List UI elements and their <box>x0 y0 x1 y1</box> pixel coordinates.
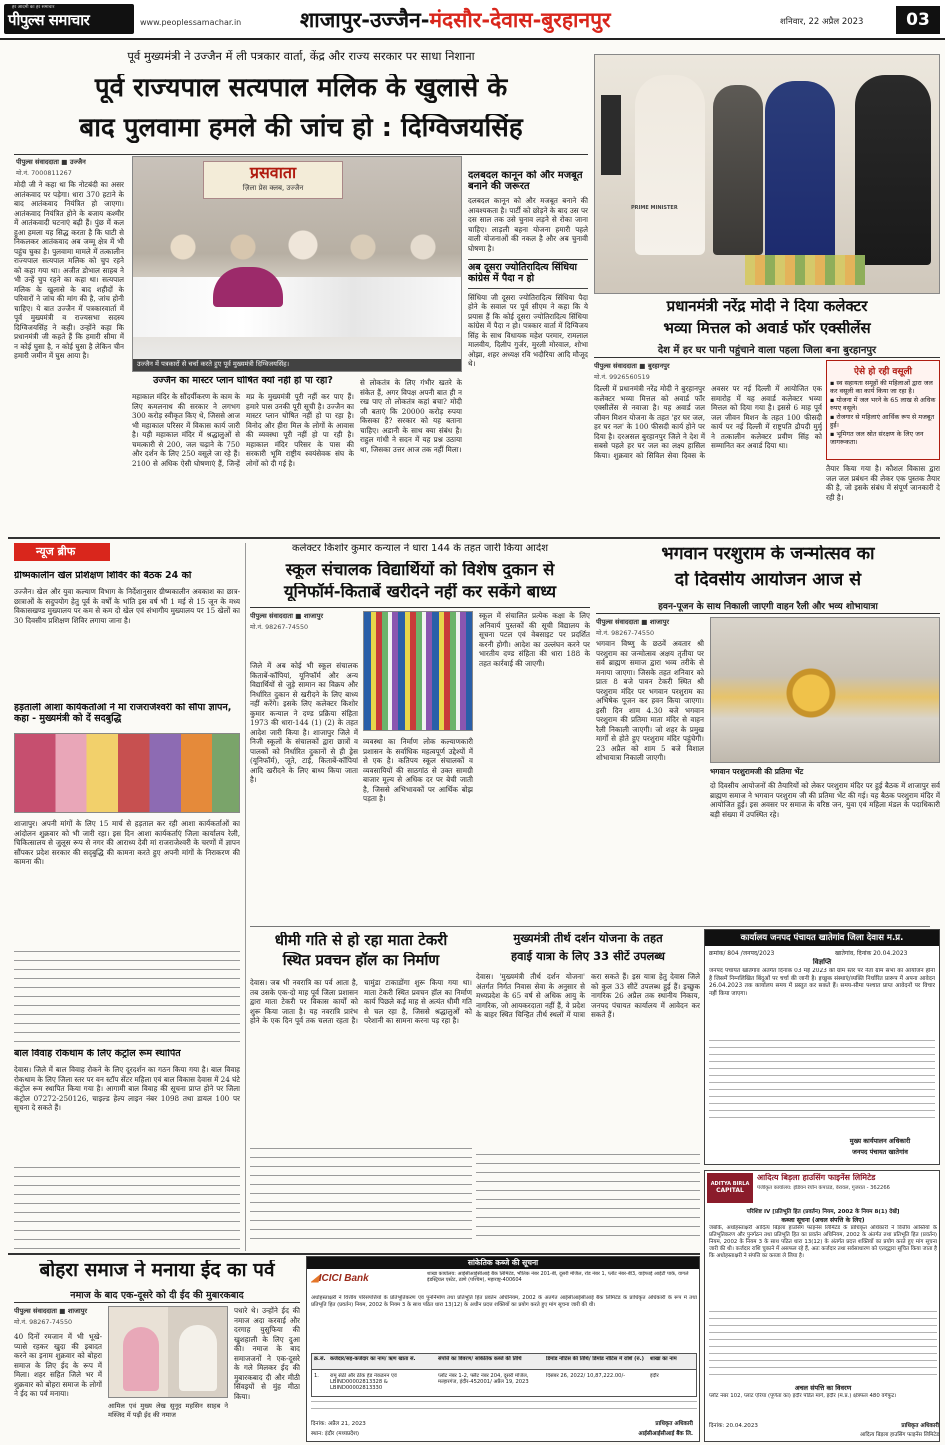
school-headline-2: यूनिफॉर्म-किताबें खरीदने नहीं कर सकेंगे बाध्य <box>283 583 557 601</box>
sidebox-item: ▪ योजना में जल भरने के 65 लाख से अधिक रुपए वसूले। <box>830 396 936 412</box>
brand-tagline: हर आदमी का हर समाचार <box>12 5 55 10</box>
brief-label-text: न्यूज ब्रीफ <box>36 545 76 558</box>
lead-quote-body: सिंधिया जी दूसरा ज्योतिरादित्य सिंधिया पैदा होने के सवाल पर पूर्व सीएम ने कहा कि ये प्रयास हैं कि कोई दूसरा ज्योतिरादित्य सिंधिया कांग्रेस में पैदा न हो। पत्रकार वार्ता में दिग्विजय सिंह के साथ विधायक महेश परमार, रामलाल मालवीय, दिलीप गुर्जर, मुरली मोरवाल, शोभा ओझा, शहर अध्यक्ष रवि भदौरिया आदि मौजूद थे। <box>468 292 588 369</box>
table-cell: 1. <box>314 1373 319 1379</box>
tekri-story <box>250 928 472 1250</box>
lead-subhead-2: दलबदल कानून को और मजबूत बनाने की जरूरत <box>468 170 583 193</box>
notice-icici-address: शाखा कार्यालय: आईसीआईसीआई बैंक लिमिटेड, भौतिक नंबर 201-बी, दूसरी मंजिल, रोड नंबर 1, प्लॉट नंबर-बी3, वाईफाई आईटी पार्क, वागले इंडस्ट्रियल एस्टेट, ठाणे (पश्चिम), महाराष्ट्र-400604 <box>427 1271 689 1284</box>
section-main: शाजापुर-उज्जैन- <box>300 8 430 32</box>
bohra-photo <box>108 1306 228 1398</box>
notice-icici-title: सांकेतिक कब्जे की सूचना <box>307 1257 699 1269</box>
lead-subhead-1: उज्जैन का मास्टर प्लान घोषित क्यों नहीं हो पा रहा? <box>153 376 333 386</box>
bohra-mobile: मो.नं. 98267-74550 <box>14 1318 73 1326</box>
notice-icici-place: स्थान: इंदौर (मध्यप्रदेश) <box>311 1431 360 1437</box>
bohra-body: 40 दिनों रमजान में भी भूखे-प्यासे रहकर खुदा की इबादत करने का इनाम शुक्रवार को बोहरा समाज के लिए ईद के रूप में मिला। शहर सहित जिले भर में शुक्रवार को बोहरा समाज के लोगों ने ईद का पर्व मनाया। <box>14 1332 102 1398</box>
school-body-1: जिले में अब कोई भी स्कूल संचालक किताबें-कॉपियां, यूनिफॉर्म और अन्य विद्यार्थियों से जुड़े सामान का विक्रय और निर्धारित दुकान से खरीदने के लिए बाध्य नहीं करेंगे। इसके लिए कलेक्टर किशोर कुमार कन्याल ने दण्ड प्रक्रिया संहिता 1973 की धारा-144 (1) (2) के तहत आदेश जारी किया है। शाजापुर जिले में निजी स्कूलों के संचालकों द्वारा छात्रों व पालकों को निर्धारित दुकानों से ही ड्रेस (यूनिफॉर्म), जूते, टाई, किताबें-कॉपियां आदि खरीदने के लिए बाध्य किया जाता है। <box>250 661 358 784</box>
lead-quote: अब दूसरा ज्योतिरादित्य सिंधिया कांग्रेस में पैदा न हो <box>468 259 588 288</box>
issue-date: शनिवार, 22 अप्रैल 2023 <box>780 17 864 27</box>
parshuram-story <box>596 541 940 925</box>
parshuram-headline-2: दो दिवसीय आयोजन आज से <box>674 571 862 590</box>
brief-headline-3: बाल विवाह रोकथाम के लिए कंट्रोल रूम स्थापित <box>14 1049 181 1059</box>
parshuram-photo <box>710 617 940 763</box>
table-row <box>312 1371 696 1397</box>
brief-headline-2: हड़ताली आशा कार्यकर्ताओं ने मां राजराजेश्वरी को सौंपा ज्ञापन, कहा - मुख्यमंत्री को दें सदबुद्धि <box>14 703 232 724</box>
notice-aditya-title: आदित्य बिड़ला हाउसिंग फाइनेंस लिमिटेड <box>757 1173 876 1182</box>
notice-aditya-sign: प्राधिकृत अधिकारी <box>901 1423 939 1429</box>
lead-body-col3: से लोकतंत्र के लिए गंभीर खतरे के संकेत हैं, अगर विपक्ष अपनी बात ही न रख पाए तो लोकतंत्र कहां बचा? मोदी जी बताएं कि 20000 करोड़ रुपया किसका है? सरकार को यह बताना चाहिए। अडानी के साथ क्या संबंध है। राहुल गांधी ने सदन में यह प्रश्न उठाया था, जिसका उत्तर आज तक नहीं मिला। <box>360 378 462 454</box>
lead-photo <box>132 156 462 372</box>
brief-body-3: देवास। जिले में बाल विवाह रोकने के लिए दूरदर्शन का गठन किया गया है। बाल विवाह रोकथाम के लिए जिला स्तर पर वन स्टॉप सेंटर महिला एवं बाल विकास देवास में 24 घंटे कंट्रोल रूम स्थापित किया गया है। आगामी बाल विवाह की सूचना प्राप्त होने पर जिला कंट्रोल 07272-250126, चाइल्ड हेल्प लाइन नंबर 1098 तथा डायल 100 पर सूचना दे सकते हैं। <box>14 1065 240 1112</box>
bohra-story <box>14 1256 300 1442</box>
logo-bottom-text: CAPITAL <box>716 1187 744 1194</box>
school-photo <box>363 611 473 731</box>
aditya-birla-logo <box>707 1173 753 1203</box>
lead-story <box>14 44 588 534</box>
press-banner <box>203 161 343 199</box>
notice-janpad-title: कार्यालय जनपद पंचायत खातेगांव जिला देवास म.प्र. <box>705 930 939 946</box>
notice-aditya-sign-2: आदित्य बिड़ला हाउसिंग फाइनेंस लिमिटेड <box>859 1432 939 1438</box>
lead-photo-caption: उज्जैन में पत्रकारों से चर्चा करते हुए पूर्व मुख्यमंत्री दिग्विजयसिंह। <box>133 359 461 371</box>
lead-mobile: मो.नं. 7000811267 <box>16 169 72 177</box>
bohra-byline: पीपुल्स संवाददाता ■ शाजापुर <box>14 1307 88 1315</box>
table-cell: दिसंबर 26, 2022/ 10,87,222.00/- <box>546 1373 626 1379</box>
table-header: संपत्ति का विवरण/ सांकेतिक कब्जे की तिथि <box>438 1356 522 1362</box>
modi-byline: पीपुल्स संवाददाता ■ बुरहानपुर <box>594 362 670 370</box>
sidebox-title: ऐसे हो रही वसूली <box>854 367 912 377</box>
yatra-body: देवास। 'मुख्यमंत्री तीर्थ दर्शन योजना' अंतर्गत निर्गत निवास सेवा के अनुसार से मध्यप्रदेश के 65 वर्ष से अधिक आयु के नागरिक, जो आयकरदाता नहीं हैं, वे प्रदेश के बाहर स्थित चिन्हित तीर्थ स्थलों में यात्रा करा सकते हैं। इस यात्रा हेतु देवास जिले को कुल 33 सीटें उपलब्ध हुई हैं। इच्छुक नागरिक 26 अप्रैल तक स्थानीय निकाय, जनपद पंचायत कार्यालय में आवेदन कर सकते हैं। <box>476 972 700 1019</box>
sidebox-item: ▪ स्व सहायता समूहों की महिलाओं द्वारा जल कर वसूली का कार्य किया जा रहा है। <box>830 379 933 395</box>
notice-icici-table <box>311 1353 697 1397</box>
notice-aditya-address: पंजीकृत कार्यालय: इंडियन रेयॉन कंपाउंड, वेरावल, गुजरात - 362266 <box>757 1185 890 1191</box>
icici-logo <box>311 1273 377 1287</box>
sidebox-item-text: रोजगार से महिलाएं आर्थिक रूप से मजबूत हुईं। <box>830 413 935 429</box>
parshuram-body-2: दो दिवसीय आयोजनों की तैयारियों को लेकर परशुराम मंदिर पर हुई बैठक में शाजापुर सर्व ब्राह्मण समाज ने भगवान परशुराम जी की प्रतिमा भेंट की गई। यह बैठक परशुराम मंदिर में आयोजित हुई। इस अवसर पर समाज के वरिष्ठ जन, युवा एवं महिला मंडल के पदाधिकारी बड़ी संख्या में उपस्थित रहे। <box>710 781 940 819</box>
notice-aditya-appendix: परिशिष्ट IV [प्रतिभूति हित (प्रवर्तन) नियम, 2002 के नियम 8(1) देखें] <box>746 1209 900 1215</box>
parshuram-mobile: मो.नं. 98267-74550 <box>596 629 655 637</box>
bohra-headline: बोहरा समाज ने मनाया ईद का पर्व <box>39 1260 275 1281</box>
table-header: डिमांड नोटिस की तिथि/ डिमांड नोटिस में राशि (रु.) <box>546 1356 644 1362</box>
notice-aditya-birla <box>704 1170 940 1442</box>
notice-janpad-body: जनपद पंचायत खातेगांव अंतर्गत दिनांक 03 मई 2023 को ग्राम स्तर पर नेता ग्राम सभा का आयोजन होना है जिसमें निम्नलिखित बिंदुओं पर चर्चा की जानी है। इच्छुक संस्थाएं/व्यक्ति निर्धारित प्रारूप में अपना आवेदन 26.04.2023 तक कार्यालय समय में प्रस्तुत कर सकते हैं। समय-सीमा पश्चात प्राप्त आवेदनों पर विचार नहीं किया जाएगा। <box>709 968 935 997</box>
school-headline-1: स्कूल संचालक विद्यार्थियों को विशेष दुकान से <box>285 561 555 579</box>
modi-subhead: देश में हर घर पानी पहुंचाने वाला पहला जिला बना बुरहानपुर <box>657 345 877 356</box>
table-header: कर्जदार/सह-कर्जदार का नाम/ ऋण खाता सं. <box>330 1356 416 1362</box>
parshuram-headline-1: भगवान परशुराम के जन्मोत्सव का <box>661 545 875 564</box>
notice-icici-body: अधोहस्ताक्षरी ने वित्तीय परिसंपत्तियों के प्रतिभूतिकरण एवं पुनर्निर्माण तथा प्रतिभूति हित प्रवर्तन अधिनियम, 2002 के अंतर्गत आईसीआईसीआई बैंक लिमिटेड के प्राधिकृत अधिकारी के रूप में तथा प्रतिभूति हित (प्रवर्तन) नियम, 2002 के नियम 3 के साथ पठित धारा 13(12) के अधीन प्रदत्त शक्तियों का प्रयोग करते हुए मांग सूचना जारी की थी। <box>311 1295 697 1308</box>
brand-name: पीपुल्स समाचार <box>8 11 90 29</box>
bohra-body-2: पधारे थे। उन्होंने ईद की नमाज अदा करवाई और दरगाह युसुफिया की खुशहाली के लिए दुआ की। नमाज के बाद समाजजनों ने एक-दूसरे के गले मिलकर ईद की मुबारकबाद दी और मीठी सिंवइयों से मुंह मीठा किया। <box>234 1306 300 1401</box>
table-header-row <box>312 1354 696 1370</box>
asha-photo <box>14 733 240 813</box>
modi-photo <box>594 54 940 294</box>
masthead <box>0 0 945 40</box>
lead-headline-2: बाद पुलवामा हमले की जांच हो : दिग्विजयसिंह <box>79 114 523 143</box>
notice-aditya-body: जबकि, अधोहस्ताक्षरी आदित्य बिड़ला हाउसिंग फाइनेंस लिमिटेड के प्राधिकृत अधिकारी ने वित्तीय आस्तियों के प्रतिभूतिकरण और पुनर्गठन तथा प्रतिभूति हित का प्रवर्तन अधिनियम, 2002 के अंतर्गत तथा प्रतिभूति हित (प्रवर्तन) नियम, 2002 के नियम 3 के साथ पठित धारा 13(12) के अंतर्गत प्रदत्त शक्तियों का प्रयोग करते हुए मांग सूचना जारी की थी। कर्जदार राशि चुकाने में असफल रहे हैं, अतः कर्जदार तथा सर्वसाधारण को एतद्‌द्वारा सूचित किया जाता है कि अधोहस्ताक्षरी ने संपत्ति का कब्जा ले लिया है। <box>709 1225 937 1260</box>
sidebox-item-text: योजना में जल भरने के 65 लाख से अधिक रुपए वसूले। <box>830 396 936 412</box>
school-mobile: मो.नं. 98267-74550 <box>250 623 309 631</box>
sidebox-item-text: स्व सहायता समूहों की महिलाओं द्वारा जल कर वसूली का कार्य किया जा रहा है। <box>830 379 933 395</box>
notice-janpad-sign-2: जनपद पंचायत खातेगांव <box>852 1148 908 1156</box>
table-header: शाखा का नाम <box>650 1356 677 1362</box>
modi-mobile: मो.नं. 9926560519 <box>594 373 650 381</box>
lead-headline-1: पूर्व राज्यपाल सत्यपाल मलिक के खुलासे के <box>94 74 508 103</box>
section-red: मंदसौर-देवास-बुरहानपुर <box>429 8 611 32</box>
modi-body: दिल्ली में प्रधानमंत्री नरेंद्र मोदी ने बुरहानपुर कलेक्टर भव्या मित्तल को अवार्ड फॉर एक्सीलेंस से नवाजा है। यह अवार्ड जल जीवन मिशन योजना के तहत 'हर घर जल, हर घर नल' के 100 फीसदी कार्य होने पर दिया है। दरअसल बुरहानपुर जिले ने देश में सबसे पहले हर घर जल का लक्ष्य हासिल किया। शुक्रवार को सिविल सेवा दिवस के अवसर पर नई दिल्ली में आयोजित एक समारोह में यह अवार्ड कलेक्टर भव्या मित्तल को दिया गया है। इससे 6 माह पूर्व जल जीवन मिशन के तहत 100 फीसदी कार्य पर नई दिल्ली में राष्ट्रपति द्रौपदी मुर्मू ने तत्कालीन कलेक्टर प्रवीण सिंह को सम्मानित कर अवार्ड दिया था। <box>594 384 822 460</box>
logo-top-text: ADITYA BIRLA <box>710 1181 750 1187</box>
yatra-story <box>476 928 700 1250</box>
school-body-3: स्कूल में संचालित प्रत्येक कक्षा के लिए अनिवार्य पुस्तकों की सूची विद्यालय के सूचना पटल एवं वेबसाइट पर प्रदर्शित करनी होगी। आदेश का उल्लंघन करने पर भारतीय दण्ड संहिता की धारा 188 के तहत कार्रवाई की जाएगी। <box>479 611 590 668</box>
notice-aditya-subtitle: कब्जा सूचना (अचल संपत्ति के लिए) <box>781 1217 865 1224</box>
tekri-headline-1: धीमी गति से हो रहा माता टेकरी <box>274 932 448 949</box>
table-cell: इंदौर <box>650 1373 659 1379</box>
bohra-photo-caption: आमिल एवं मुख्य लेख सुनूद महसिन साहब ने मस्जिद में पढ़ी ईद की नमाज <box>108 1402 228 1419</box>
brief-body-2: शाजापुर। अपनी मांगों के लिए 15 मार्च से हड़ताल कर रही आशा कार्यकर्ताओं का आंदोलन शुक्रवार को भी जारी रहा। इस दिन आशा कार्यकर्ताएं जिला कार्यालय रेली, चिकित्सालय से जुलूस रूप से नगर की आराध्य देवी मां राजराजेश्वरी के चरणों में ज्ञापन सौंपकर प्रदेश सरकार की सद्‌बुद्धि की कामना करते हुए अपनी मांगों के निराकरण की कामना की। <box>14 819 240 866</box>
brief-headline-1: ग्रीष्मकालीन खेल प्रशिक्षण शिविर की बैठक 24 को <box>14 571 192 581</box>
tekri-body: देवास। जब भी नवरात्रि का पर्व आता है, तब उसके एक-दो माह पूर्व जिला प्रशासन द्वारा माता टेकरी पर विकास कार्यों को शुरू किया जाता है। यह नवरात्रि प्रारंभ होने के एक दिन पूर्व तक चलता रहता है। चामुंडा टाकाडोंगा शुरू किया गया था। माता टेकरी स्थित प्रवचन हॉल का निर्माण कार्य पिछले कई माह से अत्यंत धीमी गति से चल रहा है, जिससे श्रद्धालुओं को परेशानी का सामना करना पड़ रहा है। <box>250 978 472 1025</box>
photo-podium-label: PRIME MINISTER <box>631 205 678 211</box>
notice-janpad-ref: क्रमांक/ 804 /जनपद/2023 <box>709 950 775 957</box>
notice-janpad-sign-1: मुख्य कार्यपालन अधिकारी <box>849 1137 911 1145</box>
brand-logo <box>4 4 134 34</box>
notice-icici <box>306 1256 700 1442</box>
table-header: क्र.सं. <box>314 1356 326 1362</box>
icici-logo-text: ICICI Bank <box>318 1273 369 1284</box>
table-cell: रामू सेठी और ठीक हेड नेकडनन एवं LBIND00002813328 & LBIND00002813330 <box>330 1373 397 1392</box>
news-brief <box>14 543 240 1251</box>
modi-headline-2: भव्या मित्तल को अवार्ड फॉर एक्सीलेंस <box>663 320 871 337</box>
notice-aditya-property: प्लॉट नंबर 102, प्लाट एरिया (पूर्णता का) इंदौर पंडित मार्ग, इंदौर (म.प्र.) क्षेत्रफल 480 वर्गफुट। <box>709 1393 897 1399</box>
modi-body-tail: तैयार किया गया है। कौशल विकास द्वारा जल जल प्रबंधन की लेकर एक पुस्तक तैयार की है, जो इसके संबंध में संपूर्ण जानकारी दे रही है। <box>826 464 940 502</box>
modi-headline-1: प्रधानमंत्री नरेंद्र मोदी ने दिया कलेक्टर <box>666 298 868 315</box>
modi-sidebox <box>826 360 940 460</box>
tekri-headline-2: स्थित प्रवचन हॉल का निर्माण <box>282 952 440 969</box>
notice-aditya-property-title: अचल संपत्ति का विवरण <box>794 1384 852 1392</box>
notice-icici-date: दिनांक: अप्रैल 21, 2023 <box>311 1421 366 1427</box>
page-number-badge <box>896 6 940 34</box>
lead-col-right <box>468 170 588 530</box>
school-story <box>250 541 590 923</box>
lead-kicker: पूर्व मुख्यमंत्री ने उज्जैन में ली पत्रकार वार्ता, केंद्र और राज्य सरकार पर साधा निशाना <box>127 50 475 63</box>
school-byline: पीपुल्स संवाददाता ■ शाजापुर <box>250 612 324 620</box>
bohra-subhead: नमाज के बाद एक-दूसरे को दी ईद की मुबारकबाद <box>70 1290 244 1301</box>
section-title <box>300 5 720 35</box>
yatra-headline-1: मुख्यमंत्री तीर्थ दर्शन योजना के तहत <box>513 932 663 945</box>
notice-janpad-subtitle: विज्ञप्ति <box>812 958 832 966</box>
notice-icici-sign: प्राधिकृत अधिकारी <box>655 1421 693 1427</box>
parshuram-body: भगवान विष्णु के छठवें अवतार श्री परशुराम का जन्मोत्सव अक्षय तृतीया पर सर्व ब्राह्मण समाज द्वारा भव्य तरीके से मनाया जाएगा। जिसके तहत शनिवार को प्रातः 8 बजे पावन टेकरी स्थित श्री परशुराम मंदिर पर भगवान परशुराम का अभिषेक पूजन कर हवन किया जाएगा। इसी दिन शाम 4.30 बजे भगवान परशुराम की प्रतिमा माता मंदिर से वाहन रैली निकाली जाएगी। जो शहर के प्रमुख मार्गों से होते हुए परशुराम मंदिर पहुंचेगी। 23 अप्रैल को शाम 5 बजे विशाल शोभायात्रा निकाली जाएगी। <box>596 639 704 762</box>
notice-aditya-date: दिनांक: 20.04.2023 <box>709 1423 758 1429</box>
lead-subhead-2-body: दलबदल कानून को और मजबूत बनाने की आवश्यकता है। पार्टी को छोड़ने के बाद उस पर दस साल तक उसे चुनाव लड़ने से रोका जाना चाहिए। लाड़ली बहना योजना हमारी पहले वाली योजनाओं की नकल है और अब चुनावी घोषणा है। <box>468 196 588 253</box>
brief-body-1: उज्जैन। खेल और युवा कल्याण विभाग के निर्देशानुसार ग्रीष्मकालीन अवकाश का छात्र-छात्राओं के सदुपयोग हेतु पूर्व के वर्षों के भांति इस वर्ष भी 1 मई से 15 जून के मध्य विकासखण्ड मुख्यालय पर कम से कम दो खेल एवं संभागीय मुख्यालय पर 15 खेलों का 30 दिवसीय प्रशिक्षण शिविर लगाया जाना है। <box>14 587 240 625</box>
lead-body-col1: मोदी जी ने कहा था कि नोटबंदी का असर आतंकवाद पर पड़ेगा। धारा 370 हटाने के बाद आतंकवाद नियंत्रित हो जाएगा। आतंकवाद नियंत्रित होने के बजाय कश्मीर में आतंकवादी घटनाएं बढ़ी हैं। पुंछ में कल हुआ हमला यह सिद्ध करता है कि घाटी से निकलकर आतंकवाद अब जम्मू क्षेत्र में भी पहुंच चुका है। पुलवामा मामले में तत्कालीन राज्यपाल सत्यपाल मलिक को चुप रहने को कहा गया था। अजीत डोभाल साहब ने भी उन्हें चुप रहने का कहा था। सत्यपाल मलिक के खुलासे के बाद शहीदों के परिवारों ने जांच की मांग की है, जांच होनी चाहिए। ये बात उज्जैन में पत्रकारवार्ता में पूर्व मुख्यमंत्री व राज्यसभा सदस्य दिग्विजयसिंह ने कही। उन्होंने कहा कि प्रधानमंत्री जी कहते हैं कि हमारी सीमा में न कोई घुसा है, न कोई घुसा है लेकिन चीन हमारी जमीन में घुस आया है। <box>14 180 124 360</box>
lead-subhead-1-body: महाकाल मंदिर के सौंदर्यीकरण के काम के लिए कमलनाथ की सरकार ने लगभग 300 करोड़ स्वीकृत किए थे, जिससे आज भी महाकाल परिसर में विकास कार्य जारी है। यही महाकाल मंदिर में श्रद्धालुओं से चमत्कारी से 200, जल चढ़ाने के 750 और दर्शन के लिए 250 वसूले जा रहे हैं। 2100 से अधिक ऐसी घोषणाएं हैं, जिन्हें मप्र के मुख्यमंत्री पूरी नहीं कर पाए हैं। हमारे पास उनकी पूरी सूची है। उज्जैन का मास्टर प्लान घोषित नहीं हो पा रहा है। विनोद और हीरा मिल के लोगों के आवास की व्यवस्था पूरी नहीं हो पा रही है। महाकाल मंदिर परिसर के पास की सरकारी भूमि राष्ट्रीय स्वयंसेवक संघ के लोगों को दी गई है। <box>132 392 354 468</box>
table-cell: प्लॉट नंबर 1-2, फ्लैट नंबर 204, दूसरी मंजिल, मल्हारगंज, इंदौर-452001/ अप्रैल 19, 2023 <box>438 1373 529 1386</box>
sidebox-item-text: भूमिगत जल स्रोत संरक्षण के लिए जन जागरूकता। <box>830 430 924 446</box>
page-number: 03 <box>906 10 930 30</box>
press-banner-sub: ज़िला प्रेस क्लब, उज्जैन <box>242 184 304 192</box>
parshuram-byline: पीपुल्स संवाददाता ■ शाजापुर <box>596 618 670 626</box>
press-banner-title: प्रसवाता <box>249 163 297 182</box>
yatra-headline-2: हवाई यात्रा के लिए 33 सीटें उपलब्ध <box>511 950 665 963</box>
modi-story <box>594 44 940 534</box>
brief-label <box>14 543 110 561</box>
notice-icici-sign-2: आईसीआईसीआई बैंक लि. <box>638 1431 693 1437</box>
parshuram-subhead: हवन-पूजन के साथ निकाली जाएगी वाहन रैली और भव्य शोभायात्रा <box>658 602 878 612</box>
school-kicker: कलेक्टर किशोर कुमार कन्याल ने धारा 144 के तहत जारी किया आदेश <box>291 543 549 554</box>
icici-logo-icon: ◢ <box>311 1273 319 1284</box>
lead-byline: पीपुल्स संवाददाता ■ उज्जैन <box>16 158 86 166</box>
site-url[interactable]: www.peoplessamachar.in <box>140 18 242 27</box>
notice-janpad <box>704 929 940 1165</box>
notice-janpad-date: खातेगांव, दिनांक 20.04.2023 <box>835 950 908 957</box>
sidebox-item: ▪ भूमिगत जल स्रोत संरक्षण के लिए जन जागरूकता। <box>830 430 924 446</box>
parshuram-photo-caption: भगवान परशुरामजी की प्रतिमा भेंट <box>710 767 804 776</box>
school-body-2: व्यवस्था का निर्माण लोक कल्याणकारी प्रशासन के सर्वाधिक महत्वपूर्ण उद्देश्यों में से एक है। कतिपय स्कूल संचालकों व व्यवसायियों की साठगांठ से उक्त सामग्री बाजार मूल्य से अधिक दर पर बेची जाती है, जिससे अभिभावकों पर आर्थिक बोझ पड़ता है। <box>363 737 473 803</box>
sidebox-item: ▪ रोजगार से महिलाएं आर्थिक रूप से मजबूत हुईं। <box>830 413 935 429</box>
